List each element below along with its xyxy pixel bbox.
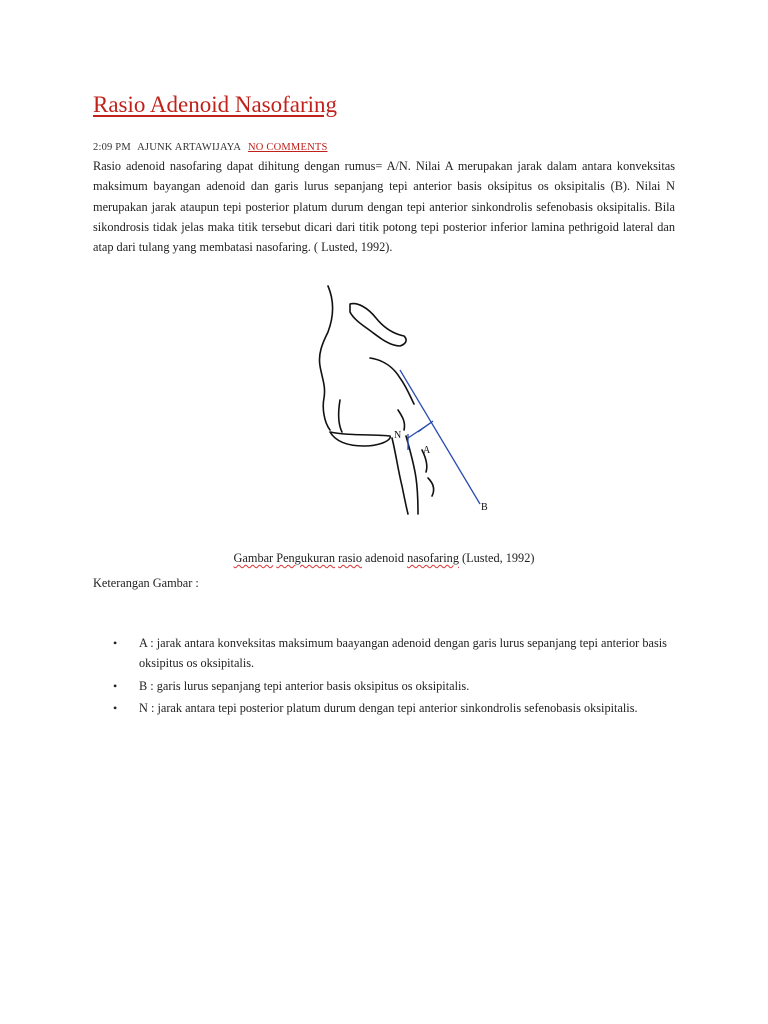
line-b [400,370,480,504]
measurement-lines [400,370,480,504]
caption-word-nasofaring: nasofaring [407,551,459,565]
label-n: N [394,430,402,441]
label-b: B [481,502,488,513]
label-a: A [423,445,431,456]
post-time: 2:09 PM [93,142,131,153]
caption-word-gambar: Gambar [233,551,274,565]
caption-word-adenoid: adenoid [365,551,404,565]
uvula [428,478,434,496]
adenoid-diagram [310,282,510,522]
adenoid-diagram-svg [310,282,510,522]
caption-word-rasio: rasio [338,551,362,565]
caption-word-pengukuran: Pengukuran [276,551,335,565]
legend-item-b: • B : garis lurus sepanjang tepi anterior basis oksipitus os oksipitalis. [93,676,693,696]
line-a [418,421,433,432]
legend-list [93,633,693,720]
airway-front [392,438,408,514]
post-title[interactable]: Rasio Adenoid Nasofaring [93,92,338,117]
legend-heading: Keterangan Gambar : [93,576,199,590]
legend-item-n: • N : jarak antara tepi posterior platum durum dengan tepi anterior sinkondrolis sefenobasis oksipitalis. [93,698,693,718]
legend-item-a: • A : jarak antara konveksitas maksimum baayangan adenoid dengan garis lurus sepanjang tepi anterior basis oksipitus os oksipitalis. [93,633,693,674]
skull-base-upper [350,304,406,346]
comments-link[interactable]: NO COMMENTS [248,142,328,153]
hard-palate [330,432,390,446]
posterior-pharynx [370,358,414,404]
post-author: AJUNK ARTAWIJAYA [137,142,242,153]
post-meta [93,142,332,153]
profile-outline [319,286,332,430]
soft-palate [339,400,342,432]
caption-citation: (Lusted, 1992) [462,551,535,565]
post-body: Rasio adenoid nasofaring dapat dihitung dengan rumus= A/N. Nilai A merupakan jarak dalam antara konveksitas maksimum bayangan adenoid dan garis lurus sepanjang tepi anterior basis oksipitus os oksipitalis (B). Nilai N merupakan jarak ataupun tepi posterior platum durum dengan tepi anterior sinkondrolis sefenobasis oksipitalis. Bila sikondrosis tidak jelas maka titik tersebut dicari dari titik potong tepi posterior inferior lamina pethrigoid lateral dan atap dari tulang yang membatasi nasofaring. ( Lusted, 1992). [93,159,675,255]
figure-caption [0,551,768,566]
turbinate [398,410,405,430]
